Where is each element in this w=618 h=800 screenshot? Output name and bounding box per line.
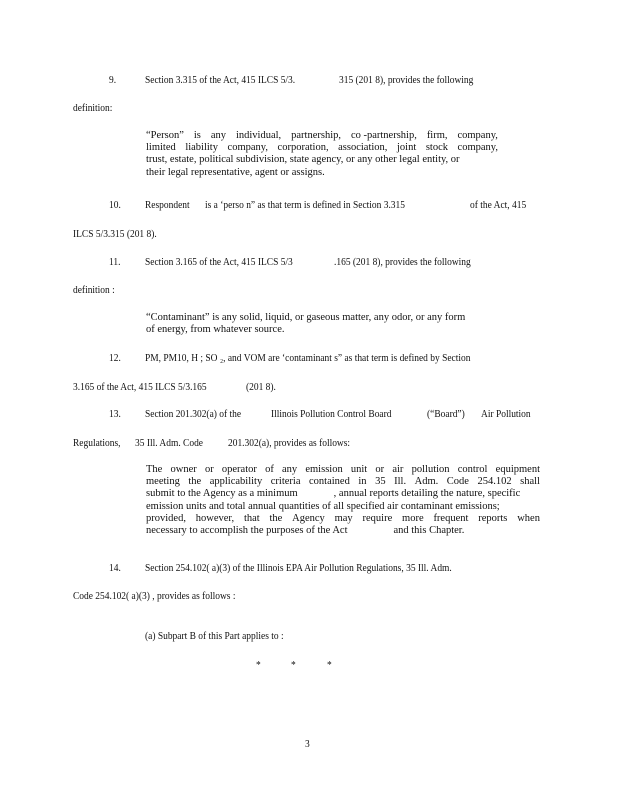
quote-contaminant-line-1: “Contaminant” is any solid, liquid, or gaseous matter, any odor, or any form [146,312,466,323]
word: operator [221,464,257,475]
word: corporation, [277,142,329,154]
para-13-text-c: (“Board”) [427,409,465,420]
para-9-number: 9. [109,75,117,86]
quote-owner-line-3 [146,488,540,500]
quote-contaminant-definition [146,312,498,336]
para-14-text: Section 254.102( a)(3) of the Illinois EPA Air Pollution Regulations, 35 Ill. Adm. [145,563,452,574]
word: any [210,130,226,141]
word: individual, [235,130,282,141]
word: Code [446,476,469,488]
word: require [362,512,393,524]
text-fragment: , annual reports detailing the nature, specific [333,488,521,500]
word: partnership, [291,130,341,141]
word: in [358,476,367,488]
quote-owner-line-6 [146,525,540,537]
word: firm, [426,130,448,141]
para-9-text: Section 3.315 of the Act, 415 ILCS 5/3. [145,75,296,86]
para-13-text-line2c: 201.302(a), provides as follows: [228,438,351,449]
word: is [193,130,201,141]
para-11-text-line2: definition : [73,285,115,296]
para-11-text: Section 3.165 of the Act, 415 ILCS 5/3 [145,257,293,268]
ellipsis-star: * [256,660,261,671]
word: owner [170,464,197,475]
para-13-text-a: Section 201.302(a) of the [145,409,242,420]
para-10-text-c: of the Act, 415 [470,200,527,211]
quote-owner-line-4: emission units and total annual quantities of all specified air contaminant emissions; [146,500,500,512]
quote-person-line-4: their legal representative, agent or assigns. [146,166,325,178]
para-13-text-b: Illinois Pollution Control Board [271,409,392,420]
word: Agency [292,512,325,524]
word: “Person” [146,130,184,141]
text-fragment: and this Chapter. [393,525,465,537]
word: emission [305,464,343,475]
para-13-text-line2a: Regulations, [73,438,121,449]
word: when [517,512,540,524]
word: Adm. [414,476,439,488]
word: provided, [146,512,186,524]
quote-contaminant-line-2: of energy, from whatever source. [146,324,285,336]
word: criteria [270,476,301,488]
word: 35 [375,476,386,488]
word: pollution [411,464,450,475]
word: shall [520,476,540,488]
word: limited [146,142,176,154]
word: control [457,464,488,475]
para-12-text-line2b: (201 8). [246,382,276,393]
para-14-text-line2: Code 254.102( a)(3) , provides as follows : [73,591,236,602]
word: unit [350,464,368,475]
word: company, [457,142,498,154]
word: equipment [495,464,540,475]
word: the [188,476,202,488]
text-fragment: submit to the Agency as a minimum [146,488,298,500]
word: air [392,464,404,475]
word: applicability [209,476,263,488]
para-11-text-cont: .165 (201 8), provides the following [334,257,471,268]
quote-owner-line-2 [146,476,540,488]
word: liability [185,142,218,154]
quote-person-line-1 [146,130,498,142]
word: may [334,512,353,524]
word: frequent [433,512,469,524]
word: Ill. [394,476,407,488]
word: company, [457,130,498,141]
quote-owner-line-5 [146,513,540,525]
ellipsis-star: * [291,660,296,671]
para-14-number: 14. [109,563,121,574]
para-13-text-line2b: 35 Ill. Adm. Code [135,438,203,449]
para-13-number: 13. [109,409,121,420]
para-10-text-b: is a ‘perso n” as that term is defined in Section 3.315 [205,200,405,211]
quote-person-definition [146,130,498,179]
word: more [402,512,424,524]
word: The [146,464,163,475]
word: meeting [146,476,180,488]
para-11-number: 11. [109,257,121,268]
subpart-b-line: (a) Subpart B of this Part applies to : [145,631,284,642]
word: or [375,464,385,475]
word: co -partnership, [350,130,417,141]
word: association, [338,142,388,154]
word: reports [478,512,508,524]
para-10-text-a: Respondent [145,200,190,211]
text-fragment: necessary to accomplish the purposes of the Act [146,525,348,537]
word: however, [195,512,235,524]
para-10-number: 10. [109,200,121,211]
word: 254.102 [477,476,512,488]
para-9-text-cont: 315 (201 8), provides the following [339,75,474,86]
quote-person-line-3: trust, estate, political subdivision, state agency, or any other legal entity, or [146,154,460,166]
ellipsis-star: * [327,660,332,671]
word: of [265,464,274,475]
para-12-number: 12. [109,353,121,364]
quote-owner-operator [146,464,540,537]
word: that [243,512,260,524]
quote-owner-line-1 [146,464,540,476]
word: the [269,512,283,524]
word: company, [227,142,268,154]
word: any [282,464,298,475]
word: joint [396,142,417,154]
para-13-text-d: Air Pollution [481,409,531,420]
para-12-text: PM, PM10, H ; SO ₂, and VOM are ‘contaminant s” as that term is defined by Section [145,353,471,364]
para-9-text-line2: definition: [73,103,113,114]
page-number: 3 [305,739,310,750]
para-12-text-line2a: 3.165 of the Act, 415 ILCS 5/3.165 [73,382,207,393]
para-10-text-line2: ILCS 5/3.315 (201 8). [73,229,157,240]
word: stock [425,142,448,154]
word: or [204,464,214,475]
word: contained [309,476,350,488]
quote-person-line-2 [146,142,498,154]
